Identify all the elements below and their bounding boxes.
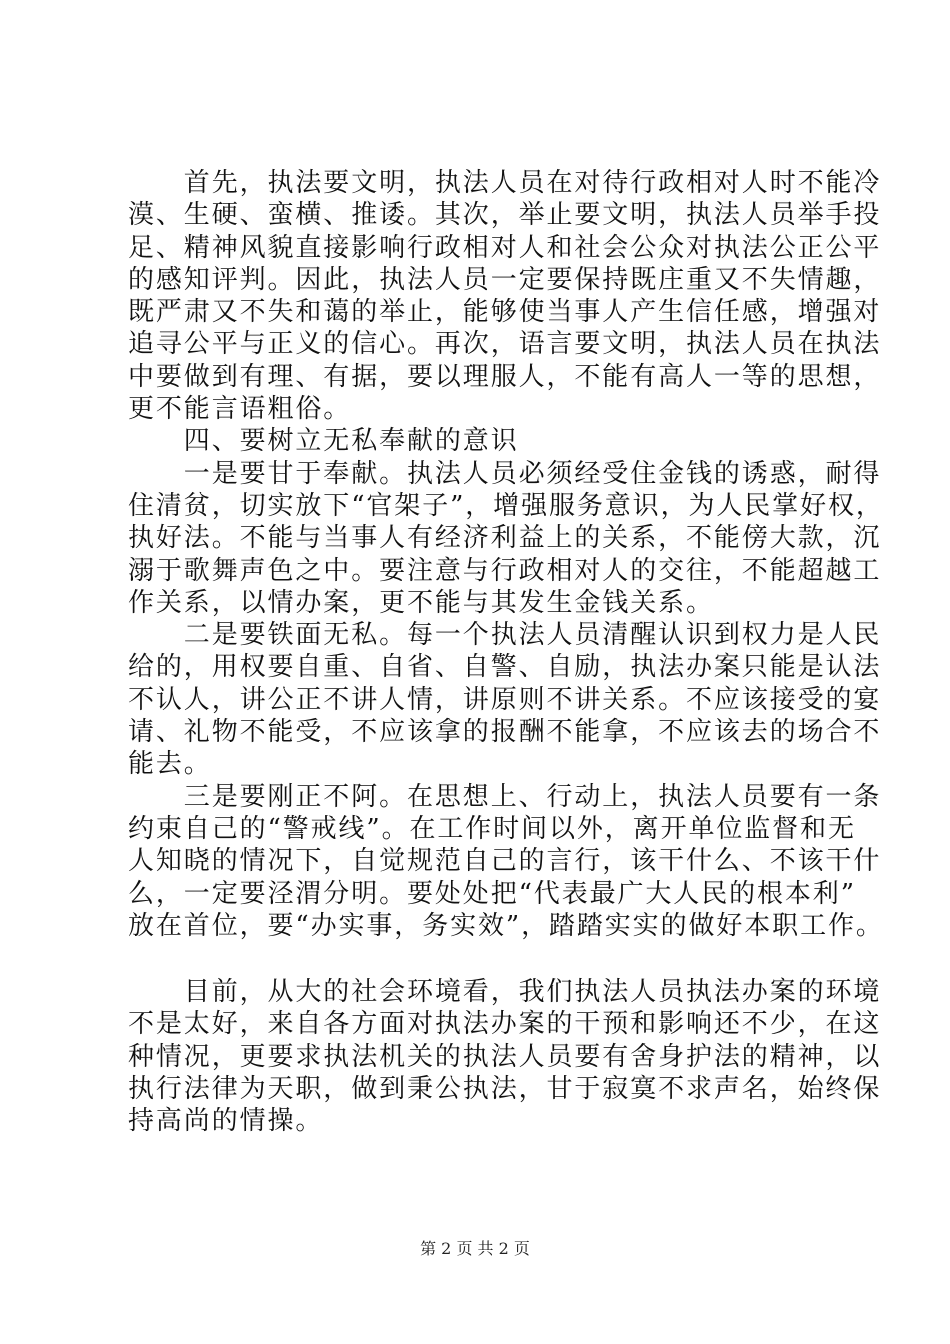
text-line: 住清贫，切实放下“官架子”，增强服务意识，为人民掌好权， bbox=[128, 490, 884, 521]
text-line: 既严肃又不失和蔼的举止，能够使当事人产生信任感，增强对 bbox=[128, 297, 882, 328]
text-line: 一是要甘于奉献。执法人员必须经受住金钱的诱惑，耐得 bbox=[128, 458, 882, 489]
text-line: 人知晓的情况下，自觉规范自己的言行，该干什么、不该干什 bbox=[128, 846, 882, 877]
document-body bbox=[128, 167, 884, 1138]
text-line: 不是太好，来自各方面对执法办案的干预和影响还不少，在这 bbox=[128, 1009, 882, 1040]
text-line: 足、精神风貌直接影响行政相对人和社会公众对执法公正公平 bbox=[128, 232, 882, 263]
text-line: 目前，从大的社会环境看，我们执法人员执法办案的环境 bbox=[128, 977, 882, 1008]
text-line: 作关系，以情办案，更不能与其发生金钱关系。 bbox=[128, 587, 714, 618]
text-line: 漠、生硬、蛮横、推诿。其次，举止要文明，执法人员举手投 bbox=[128, 200, 882, 231]
text-line: 执行法律为天职，做到秉公执法，甘于寂寞不求声名，始终保 bbox=[128, 1074, 882, 1105]
text-block-conclusion bbox=[128, 976, 882, 1137]
text-block-main bbox=[128, 167, 884, 942]
text-line: 么，一定要泾渭分明。要处处把“代表最广大人民的根本利” bbox=[128, 878, 856, 909]
text-line: 约束自己的“警戒线”。在工作时间以外，离开单位监督和无 bbox=[128, 813, 856, 844]
text-line: 给的，用权要自重、自省、自警、自励，执法办案只能是认法 bbox=[128, 652, 882, 683]
section-heading: 四、要树立无私奉献的意识 bbox=[128, 426, 519, 457]
text-line: 放在首位，要“办实事，务实效”，踏踏实实的做好本职工作。 bbox=[128, 910, 884, 941]
text-line: 追寻公平与正义的信心。再次，语言要文明，执法人员在执法 bbox=[128, 329, 882, 360]
text-line: 请、礼物不能受，不应该拿的报酬不能拿，不应该去的场合不 bbox=[128, 717, 882, 748]
text-line: 更不能言语粗俗。 bbox=[128, 394, 352, 425]
text-line: 溺于歌舞声色之中。要注意与行政相对人的交往，不能超越工 bbox=[128, 555, 882, 586]
text-line: 的感知评判。因此，执法人员一定要保持既庄重又不失情趣， bbox=[128, 264, 882, 295]
text-line: 首先，执法要文明，执法人员在对待行政相对人时不能冷 bbox=[128, 168, 882, 198]
text-line: 种情况，更要求执法机关的执法人员要有舍身护法的精神，以 bbox=[128, 1041, 882, 1072]
text-line: 执好法。不能与当事人有经济利益上的关系，不能傍大款，沉 bbox=[128, 523, 882, 554]
paragraph-gap bbox=[128, 942, 860, 976]
page-number-footer: 第 2 页 共 2 页 bbox=[420, 1239, 530, 1258]
text-line: 持高尚的情操。 bbox=[128, 1106, 324, 1137]
text-line: 能去。 bbox=[128, 749, 212, 780]
text-line: 三是要刚正不阿。在思想上、行动上，执法人员要有一条 bbox=[128, 781, 882, 812]
text-line: 不认人，讲公正不讲人情，讲原则不讲关系。不应该接受的宴 bbox=[128, 684, 882, 715]
text-line: 中要做到有理、有据，要以理服人，不能有高人一等的思想， bbox=[128, 361, 882, 392]
text-line: 二是要铁面无私。每一个执法人员清醒认识到权力是人民 bbox=[128, 620, 882, 651]
